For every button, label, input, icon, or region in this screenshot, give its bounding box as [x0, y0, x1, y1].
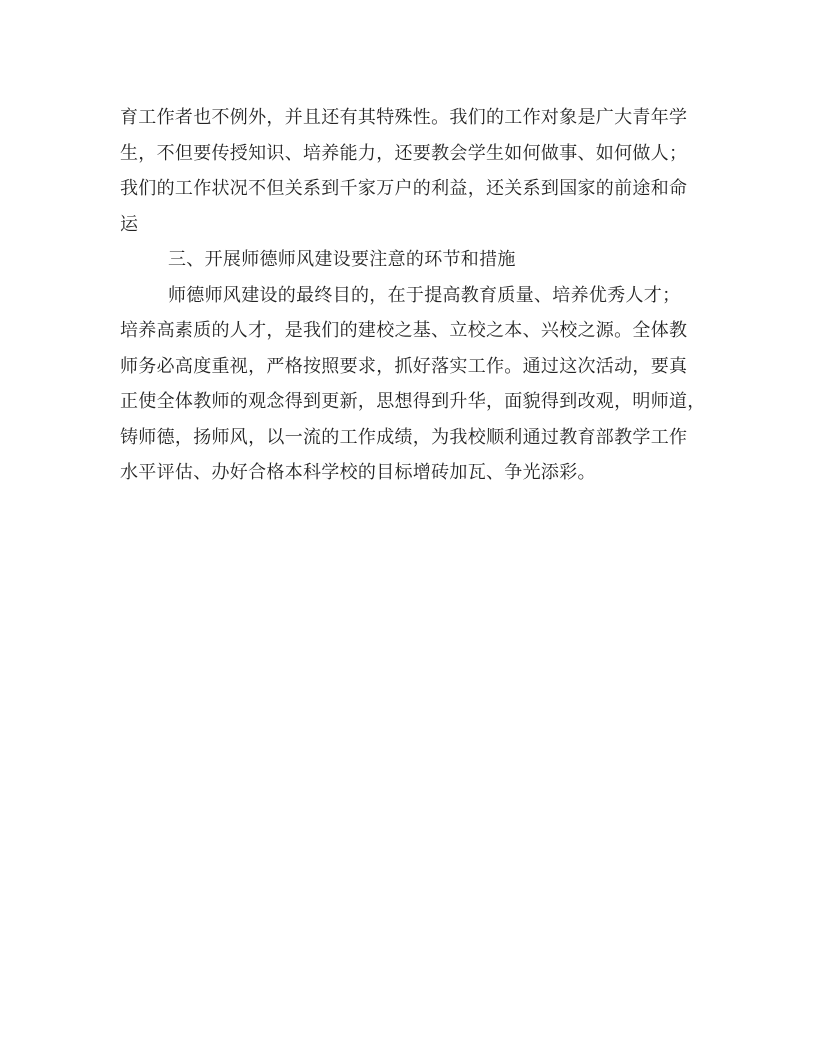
paragraph-goals [120, 278, 706, 491]
text-line: 师务必高度重视，严格按照要求，抓好落实工作。通过这次活动，要真 [120, 355, 688, 377]
text-line: 铸师德，扬师风，以一流的工作成绩，为我校顺利通过教育部教学工作 [120, 426, 688, 448]
text-line: 培养高素质的人才，是我们的建校之基、立校之本、兴校之源。全体教 [120, 320, 688, 341]
text-line: 生，不但要传授知识、培养能力，还要教会学生如何做事、如何做人； [120, 142, 688, 164]
paragraph-continuation [120, 100, 700, 242]
text-line: 水平评估、办好合格本科学校的目标增砖加瓦、争光添彩。 [120, 462, 596, 483]
text-line: 师德师风建设的最终目的，在于提高教育质量、培养优秀人才； [168, 284, 681, 306]
text-line: 正使全体教师的观念得到更新，思想得到升华，面貌得到改观，明师道， [120, 391, 706, 412]
section-heading: 三、开展师德师风建设要注意的环节和措施 [168, 249, 516, 270]
text-line: 育工作者也不例外，并且还有其特殊性。我们的工作对象是广大青年学 [120, 107, 688, 128]
text-line: 运 [120, 213, 139, 235]
document-body [120, 100, 706, 491]
text-line: 我们的工作状况不但关系到千家万户的利益，还关系到国家的前途和命 [120, 178, 688, 199]
